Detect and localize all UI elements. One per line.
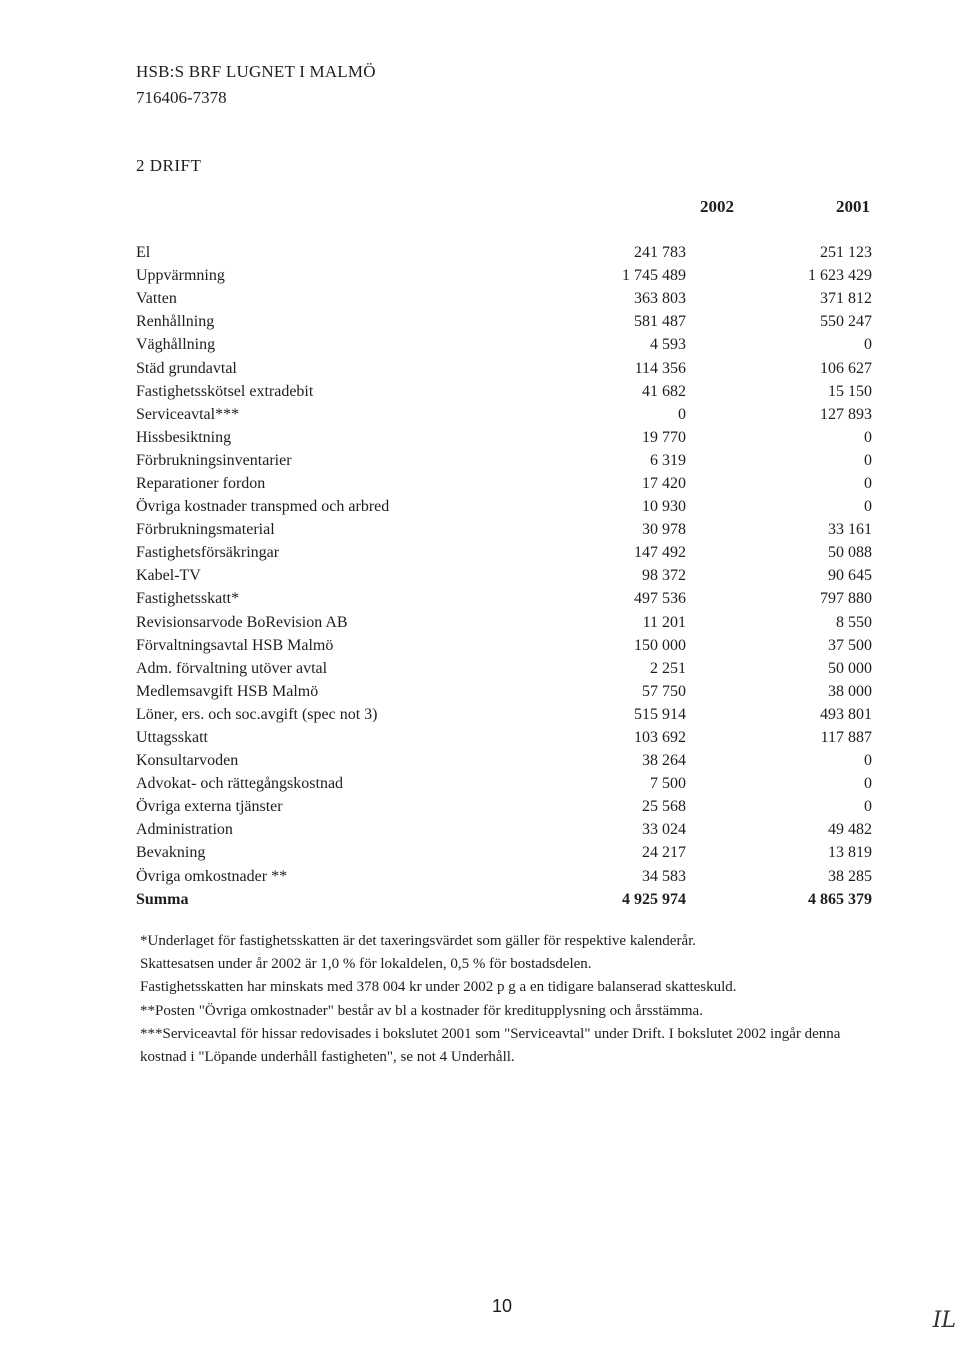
table-row	[136, 587, 872, 610]
row-label: El	[136, 244, 151, 262]
column-gap	[686, 241, 736, 264]
table-row	[136, 495, 872, 518]
row-label: Löner, ers. och soc.avgift (spec not 3)	[136, 705, 378, 723]
footnotes	[140, 930, 880, 1069]
value-2002: 1 745 489	[622, 267, 686, 285]
row-label: Adm. förvaltning utöver avtal	[136, 659, 328, 677]
value-2002: 4 925 974	[622, 890, 686, 908]
column-gap	[686, 888, 736, 911]
table-row	[136, 564, 872, 587]
value-2002: 150 000	[634, 636, 686, 654]
value-2001: 117 887	[820, 729, 872, 747]
column-gap	[686, 726, 736, 749]
value-2001: 38 000	[828, 682, 872, 700]
column-gap	[686, 564, 736, 587]
table-row	[136, 380, 872, 403]
value-2002: 515 914	[634, 705, 686, 723]
row-label: Förbrukningsmaterial	[136, 521, 275, 539]
footnote: Fastighetsskatten har minskats med 378 004 kr under 2002 p g a en tidigare balanserad skatteskuld.	[140, 979, 737, 996]
column-gap	[686, 287, 736, 310]
footnote: *Underlaget för fastighetsskatten är det taxeringsvärdet som gäller för respektive kalenderår.	[140, 933, 697, 949]
organization-name: HSB:S BRF LUGNET I MALMÖ	[136, 62, 376, 81]
value-2001: 106 627	[820, 359, 872, 377]
column-gap	[686, 657, 736, 680]
column-gap	[686, 772, 736, 795]
value-2001: 8 550	[836, 613, 872, 631]
value-2002: 41 682	[642, 382, 686, 400]
value-2001: 0	[864, 775, 872, 793]
table-row	[136, 426, 872, 449]
value-2001: 33 161	[828, 521, 872, 539]
row-label: Fastighetsskatt*	[136, 590, 240, 608]
footnote: **Posten "Övriga omkostnader" består av bl a kostnader för kreditupplysning och årsstämma.	[140, 1002, 703, 1019]
value-2001: 50 000	[828, 659, 872, 677]
value-2002: 4 593	[650, 336, 686, 354]
value-2002: 497 536	[634, 590, 686, 608]
value-2001: 0	[864, 798, 872, 816]
column-gap	[686, 356, 736, 379]
value-2001: 50 088	[828, 544, 872, 562]
table-row	[136, 680, 872, 703]
row-label: Reparationer fordon	[136, 474, 266, 492]
value-2001: 0	[864, 474, 872, 492]
column-gap	[686, 749, 736, 772]
value-2002: 114 356	[634, 359, 686, 377]
table-row	[136, 795, 872, 818]
value-2002: 24 217	[642, 844, 686, 862]
column-gap	[686, 841, 736, 864]
value-2001: 38 285	[828, 867, 872, 885]
value-2001: 1 623 429	[808, 267, 872, 285]
table-row	[136, 818, 872, 841]
value-2001: 49 482	[828, 821, 872, 839]
column-gap	[686, 518, 736, 541]
value-2002: 98 372	[642, 567, 686, 585]
value-2002: 57 750	[642, 682, 686, 700]
column-gap	[686, 541, 736, 564]
table-row	[136, 611, 872, 634]
row-label: Väghållning	[136, 336, 216, 354]
section-title: 2 DRIFT	[136, 156, 202, 175]
column-gap	[686, 795, 736, 818]
row-label: Vatten	[136, 290, 177, 308]
column-gap	[686, 472, 736, 495]
value-2001: 550 247	[820, 313, 872, 331]
cost-table	[136, 241, 872, 911]
value-2002: 581 487	[634, 313, 686, 331]
table-row	[136, 518, 872, 541]
column-gap	[686, 818, 736, 841]
value-2001: 37 500	[828, 636, 872, 654]
value-2001: 0	[864, 336, 872, 354]
table-row	[136, 310, 872, 333]
value-2002: 10 930	[642, 498, 686, 516]
value-2002: 19 770	[642, 428, 686, 446]
value-2002: 6 319	[650, 451, 686, 469]
row-label: Advokat- och rättegångskostnad	[136, 775, 344, 793]
row-label: Övriga externa tjänster	[136, 798, 283, 816]
value-2002: 33 024	[642, 821, 686, 839]
table-total-row	[136, 888, 872, 911]
value-2002: 0	[678, 405, 686, 423]
footnote: Skattesatsen under år 2002 är 1,0 % för lokaldelen, 0,5 % för bostadsdelen.	[140, 956, 592, 973]
row-label: Fastighetsskötsel extradebit	[136, 382, 314, 400]
value-2002: 147 492	[634, 544, 686, 562]
value-2002: 25 568	[642, 798, 686, 816]
value-2001: 13 819	[828, 844, 872, 862]
value-2001: 371 812	[820, 290, 872, 308]
table-row	[136, 241, 872, 264]
row-label: Administration	[136, 821, 233, 839]
value-2001: 15 150	[828, 382, 872, 400]
table-row	[136, 333, 872, 356]
row-label: Uppvärmning	[136, 267, 225, 285]
column-gap	[686, 587, 736, 610]
table-row	[136, 541, 872, 564]
handwritten-mark: IL	[932, 1308, 956, 1333]
row-label: Serviceavtal***	[136, 405, 240, 423]
row-label: Konsultarvoden	[136, 752, 239, 770]
row-label: Summa	[136, 890, 189, 908]
column-gap	[686, 310, 736, 333]
value-2001: 90 645	[828, 567, 872, 585]
cost-table-body	[136, 241, 872, 911]
column-header-2002: 2002	[700, 197, 734, 216]
column-gap	[686, 680, 736, 703]
page-number: 10	[492, 1296, 513, 1316]
column-gap	[686, 703, 736, 726]
row-label: Bevakning	[136, 844, 206, 862]
value-2001: 0	[864, 451, 872, 469]
row-label: Fastighetsförsäkringar	[136, 544, 280, 562]
row-label: Övriga kostnader transpmed och arbred	[136, 498, 390, 516]
value-2001: 127 893	[820, 405, 872, 423]
value-2002: 241 783	[634, 244, 686, 262]
row-label: Hissbesiktning	[136, 428, 232, 446]
column-gap	[686, 264, 736, 287]
column-gap	[686, 611, 736, 634]
value-2001: 4 865 379	[808, 890, 872, 908]
value-2002: 7 500	[650, 775, 686, 793]
table-row	[136, 449, 872, 472]
value-2001: 0	[864, 428, 872, 446]
row-label: Uttagsskatt	[136, 729, 208, 747]
column-header-2001: 2001	[836, 197, 870, 216]
row-label: Revisionsarvode BoRevision AB	[136, 613, 348, 631]
value-2002: 30 978	[642, 521, 686, 539]
value-2002: 103 692	[634, 729, 686, 747]
value-2002: 363 803	[634, 290, 686, 308]
table-row	[136, 634, 872, 657]
value-2002: 17 420	[642, 474, 686, 492]
table-row	[136, 287, 872, 310]
column-gap	[686, 449, 736, 472]
value-2002: 38 264	[642, 752, 686, 770]
column-gap	[686, 333, 736, 356]
row-label: Kabel-TV	[136, 567, 201, 585]
table-row	[136, 749, 872, 772]
table-row	[136, 841, 872, 864]
value-2001: 797 880	[820, 590, 872, 608]
table-row	[136, 657, 872, 680]
row-label: Medlemsavgift HSB Malmö	[136, 682, 319, 700]
column-gap	[686, 380, 736, 403]
value-2002: 2 251	[650, 659, 686, 677]
table-row	[136, 726, 872, 749]
value-2002: 11 201	[642, 613, 686, 631]
table-row	[136, 356, 872, 379]
column-gap	[686, 426, 736, 449]
column-gap	[686, 495, 736, 518]
footnote: ***Serviceavtal för hissar redovisades i bokslutet 2001 som "Serviceavtal" under Drift. I bokslutet 2002 ingår denna kostnad i "Löpande underhåll fastigheten", se not 4 Underhåll.	[140, 1025, 841, 1066]
value-2001: 493 801	[820, 705, 872, 723]
organization-number: 716406-7378	[136, 88, 227, 107]
row-label: Förbrukningsinventarier	[136, 451, 292, 469]
table-row	[136, 264, 872, 287]
value-2002: 34 583	[642, 867, 686, 885]
value-2001: 251 123	[820, 244, 872, 262]
column-gap	[686, 634, 736, 657]
value-2001: 0	[864, 752, 872, 770]
table-row	[136, 472, 872, 495]
column-gap	[686, 403, 736, 426]
table-row	[136, 865, 872, 888]
row-label: Övriga omkostnader **	[136, 867, 288, 885]
row-label: Renhållning	[136, 313, 215, 331]
row-label: Städ grundavtal	[136, 359, 237, 377]
row-label: Förvaltningsavtal HSB Malmö	[136, 636, 334, 654]
table-row	[136, 772, 872, 795]
table-row	[136, 403, 872, 426]
column-gap	[686, 865, 736, 888]
table-row	[136, 703, 872, 726]
value-2001: 0	[864, 498, 872, 516]
